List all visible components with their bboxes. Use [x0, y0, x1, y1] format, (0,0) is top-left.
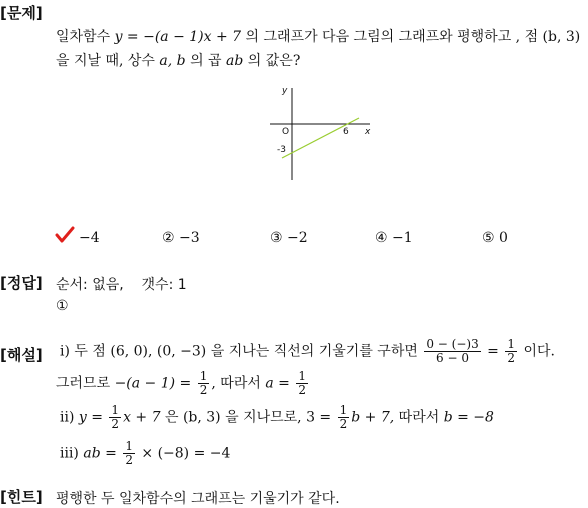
answer-order: 순서: 없음,: [56, 277, 124, 293]
answer-meta: [56, 274, 187, 294]
choice-2-value: −3: [179, 230, 200, 246]
problem-line-1: 일차함수 y = −(a − 1)x + 7 의 그래프가 다음 그림의 그래프와 평행하고 , 점 (b, 3): [56, 29, 581, 45]
choice-3-number: ③: [270, 230, 283, 246]
slope-fraction: $\frac{0 - (-)3}{6 - 0}$: [426, 337, 479, 365]
solution-step-1b: 그러므로 −(a − 1) = $\frac{1}{2}$ , 따라서 a = $\frac{1}{2}$: [56, 369, 306, 397]
hint-tag: [힌트]: [0, 488, 43, 506]
choice-5-value: 0: [499, 230, 508, 246]
origin-label: O: [282, 127, 290, 137]
solution-step-1: ⅰ) 두 점 (6, 0), (0, −3) 을 지나는 직선의 기울기를 구하면 $\frac{0 - (-)3}{6 - 0}$ = $\frac{1}{2}$ 이다.: [60, 337, 555, 365]
answer-tag: [정답]: [0, 274, 43, 292]
solution-step-3: ⅲ) ab = $\frac{1}{2}$ × (−8) = −4: [60, 439, 231, 467]
y-intercept-label: -3: [277, 145, 286, 155]
y-axis-label: y: [282, 86, 288, 96]
hint-text: 평행한 두 일차함수의 그래프는 기울기가 같다.: [56, 491, 340, 507]
linear-function-graph: [262, 84, 382, 184]
choice-3-value: −2: [287, 230, 308, 246]
problem-line-2: 을 지날 때, 상수 a, b 의 곱 ab 의 값은?: [56, 53, 301, 69]
choice-4-number: ④: [375, 230, 388, 246]
choice-5[interactable]: [482, 230, 508, 246]
choice-1[interactable]: [58, 230, 100, 246]
answer-count: 갯수: 1: [141, 277, 187, 293]
choice-4-value: −1: [392, 230, 413, 246]
choice-2[interactable]: [162, 230, 200, 246]
solution-tag: [해설]: [0, 346, 43, 364]
choice-1-value: −4: [79, 230, 100, 246]
problem-tag: [문제]: [0, 4, 43, 22]
x-axis-label: x: [365, 127, 371, 137]
solution-step-2: ⅱ) y = $\frac{1}{2}$ x + 7 은 (b, 3) 을 지나므로, 3 = $\frac{1}{2}$ b + 7, 따라서 b = −8: [60, 403, 494, 431]
x-intercept-label: 6: [343, 127, 349, 137]
choice-4[interactable]: [375, 230, 413, 246]
choice-5-number: ⑤: [482, 230, 495, 246]
answer-value: ①: [56, 298, 69, 314]
choice-2-number: ②: [162, 230, 175, 246]
slope-result-fraction: $\frac{1}{2}$: [507, 337, 515, 365]
choice-3[interactable]: [270, 230, 308, 246]
